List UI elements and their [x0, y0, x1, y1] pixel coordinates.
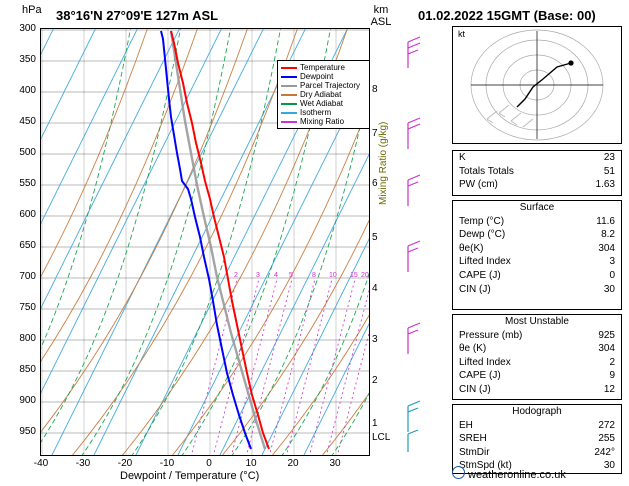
- pressure-tick-800: 800: [19, 333, 36, 344]
- temp-tick-20: 20: [287, 458, 299, 469]
- hodo-key-sreh: SREH: [459, 433, 487, 445]
- mu-key-thetae: θe (K): [459, 343, 487, 355]
- pressure-tick-850: 850: [19, 364, 36, 375]
- height-tick-5: 5: [372, 232, 378, 243]
- legend-swatch-isotherm: [281, 112, 297, 114]
- legend-label-dewpoint: Dewpoint: [300, 72, 334, 81]
- height-tick-2: 2: [372, 375, 378, 386]
- hodo-value-sreh: 255: [598, 433, 615, 445]
- legend-label-dry-adiabat: Dry Adiabat: [300, 90, 342, 99]
- hodograph-stats-title: Hodograph: [512, 406, 562, 417]
- temp-tick-30: 30: [329, 458, 341, 469]
- svg-text:5: 5: [289, 272, 293, 279]
- pressure-tick-550: 550: [19, 178, 36, 189]
- mu-key-cin: CIN (J): [459, 383, 491, 395]
- pressure-tick-750: 750: [19, 302, 36, 313]
- surface-key-temp: Temp (°C): [459, 215, 505, 227]
- hodograph-unit-label: kt: [458, 29, 466, 39]
- surface-table-title: Surface: [519, 202, 555, 213]
- table-row: [453, 165, 621, 179]
- mu-value-cin: 12: [603, 383, 615, 395]
- lcl-label: LCL: [372, 432, 391, 443]
- hodo-key-stmdir: StmDir: [459, 446, 490, 458]
- legend-label-temperature: Temperature: [300, 63, 345, 72]
- svg-text:3: 3: [256, 272, 260, 279]
- surface-value-temp: 11.6: [596, 215, 615, 227]
- hodo-value-eh: 272: [598, 419, 615, 431]
- temp-tick--40: -40: [33, 458, 49, 469]
- index-key-k: K: [459, 152, 466, 163]
- index-key-totals: Totals Totals: [459, 165, 514, 177]
- pressure-tick-300: 300: [19, 23, 36, 34]
- surface-value-cape: 0: [609, 269, 615, 281]
- legend-swatch-mixing-ratio: [281, 121, 297, 123]
- legend-swatch-parcel: [281, 85, 297, 87]
- legend-label-isotherm: Isotherm: [300, 108, 332, 117]
- legend-label-parcel: Parcel Trajectory: [300, 81, 361, 90]
- table-row: [453, 255, 621, 269]
- legend-item-isotherm: [281, 108, 370, 117]
- index-value-pw: 1.63: [595, 179, 615, 191]
- height-tick-7: 7: [372, 128, 378, 139]
- pressure-axis-unit: hPa: [22, 4, 42, 16]
- table-row: [453, 446, 621, 460]
- table-row: [453, 269, 621, 283]
- hodo-value-stmdir: 242°: [594, 446, 615, 458]
- hodo-key-stmspd: StmSpd (kt): [459, 460, 512, 472]
- svg-text:20: 20: [361, 272, 369, 279]
- pressure-tick-450: 450: [19, 116, 36, 127]
- index-value-k: 23: [603, 152, 615, 163]
- indices-table: [452, 150, 622, 196]
- temp-tick--10: -10: [159, 458, 175, 469]
- table-row: [453, 432, 621, 446]
- hodograph-canvas: [453, 27, 621, 143]
- hodograph-panel[interactable]: [452, 26, 622, 144]
- legend-item-dry-adiabat: [281, 90, 370, 99]
- svg-text:10: 10: [329, 272, 337, 279]
- legend-item-mixing-ratio: [281, 117, 370, 126]
- pressure-tick-900: 900: [19, 395, 36, 406]
- index-key-pw: PW (cm): [459, 179, 498, 191]
- table-row: [453, 242, 621, 256]
- pressure-tick-400: 400: [19, 85, 36, 96]
- temp-tick--30: -30: [75, 458, 91, 469]
- table-row: [453, 228, 621, 242]
- height-tick-1: 1: [372, 418, 378, 429]
- pressure-tick-350: 350: [19, 54, 36, 65]
- legend-item-wet-adiabat: [281, 99, 370, 108]
- surface-value-thetae: 304: [598, 242, 615, 254]
- svg-text:8: 8: [312, 272, 316, 279]
- skewt-plot[interactable]: [40, 28, 370, 456]
- mu-value-li: 2: [609, 356, 615, 368]
- height-tick-6: 6: [372, 178, 378, 189]
- hodo-key-eh: EH: [459, 419, 473, 431]
- x-axis-title: Dewpoint / Temperature (°C): [120, 470, 260, 482]
- surface-value-li: 3: [609, 256, 615, 268]
- pressure-tick-700: 700: [19, 271, 36, 282]
- pressure-tick-600: 600: [19, 209, 36, 220]
- table-row: [453, 215, 621, 229]
- table-row: [453, 356, 621, 370]
- pressure-tick-500: 500: [19, 147, 36, 158]
- svg-text:15: 15: [350, 272, 358, 279]
- table-row: [453, 419, 621, 433]
- temp-tick-0: 0: [206, 458, 212, 469]
- mixing-ratio-axis-title: Mixing Ratio (g/kg): [378, 121, 389, 205]
- pressure-tick-650: 650: [19, 240, 36, 251]
- table-row: [453, 151, 621, 165]
- height-tick-3: 3: [372, 334, 378, 345]
- height-axis-reference: ASL: [370, 16, 392, 28]
- height-tick-8: 8: [372, 84, 378, 95]
- mu-value-cape: 9: [609, 370, 615, 382]
- table-row: [453, 178, 621, 192]
- height-tick-4: 4: [372, 283, 378, 294]
- mu-key-cape: CAPE (J): [459, 370, 501, 382]
- pressure-tick-950: 950: [19, 426, 36, 437]
- table-row: [453, 369, 621, 383]
- most-unstable-table: [452, 314, 622, 400]
- surface-key-li: Lifted Index: [459, 256, 511, 268]
- table-row: [453, 329, 621, 343]
- surface-key-cin: CIN (J): [459, 283, 491, 295]
- surface-value-dewp: 8.2: [601, 229, 615, 241]
- surface-table: [452, 200, 622, 310]
- mu-value-thetae: 304: [598, 343, 615, 355]
- legend-swatch-temperature: [281, 67, 297, 69]
- globe-icon: [452, 466, 465, 479]
- legend-swatch-wet-adiabat: [281, 103, 297, 105]
- legend-label-wet-adiabat: Wet Adiabat: [300, 99, 343, 108]
- wind-barb-column: [392, 28, 448, 456]
- index-value-totals: 51: [603, 165, 615, 177]
- table-row: [453, 383, 621, 397]
- legend-item-dewpoint: [281, 72, 370, 81]
- hodograph-stats-table: [452, 404, 622, 474]
- svg-text:2: 2: [234, 272, 238, 279]
- legend-item-temperature: [281, 63, 370, 72]
- table-row: [453, 342, 621, 356]
- chart-legend: [277, 60, 370, 129]
- most-unstable-title: Most Unstable: [505, 316, 569, 327]
- height-axis-unit: km: [373, 4, 389, 16]
- station-title: 38°16'N 27°09'E 127m ASL: [56, 8, 219, 23]
- site-credit[interactable]: [452, 466, 566, 481]
- legend-label-mixing-ratio: Mixing Ratio: [300, 117, 345, 126]
- legend-swatch-dewpoint: [281, 76, 297, 78]
- hodo-value-stmspd: 30: [603, 460, 615, 472]
- surface-key-thetae: θe(K): [459, 242, 484, 254]
- mu-value-pressure: 925: [598, 329, 615, 341]
- svg-text:4: 4: [274, 272, 278, 279]
- legend-swatch-dry-adiabat: [281, 94, 297, 96]
- surface-value-cin: 30: [603, 283, 615, 295]
- table-row: [453, 283, 621, 297]
- temp-tick--20: -20: [117, 458, 133, 469]
- temp-tick-10: 10: [245, 458, 257, 469]
- surface-key-dewp: Dewp (°C): [459, 229, 506, 241]
- legend-item-parcel: [281, 81, 370, 90]
- forecast-datetime: 01.02.2022 15GMT (Base: 00): [418, 8, 596, 23]
- mu-key-pressure: Pressure (mb): [459, 329, 523, 341]
- mu-key-li: Lifted Index: [459, 356, 511, 368]
- credit-text: weatheronline.co.uk: [468, 469, 566, 481]
- surface-key-cape: CAPE (J): [459, 269, 501, 281]
